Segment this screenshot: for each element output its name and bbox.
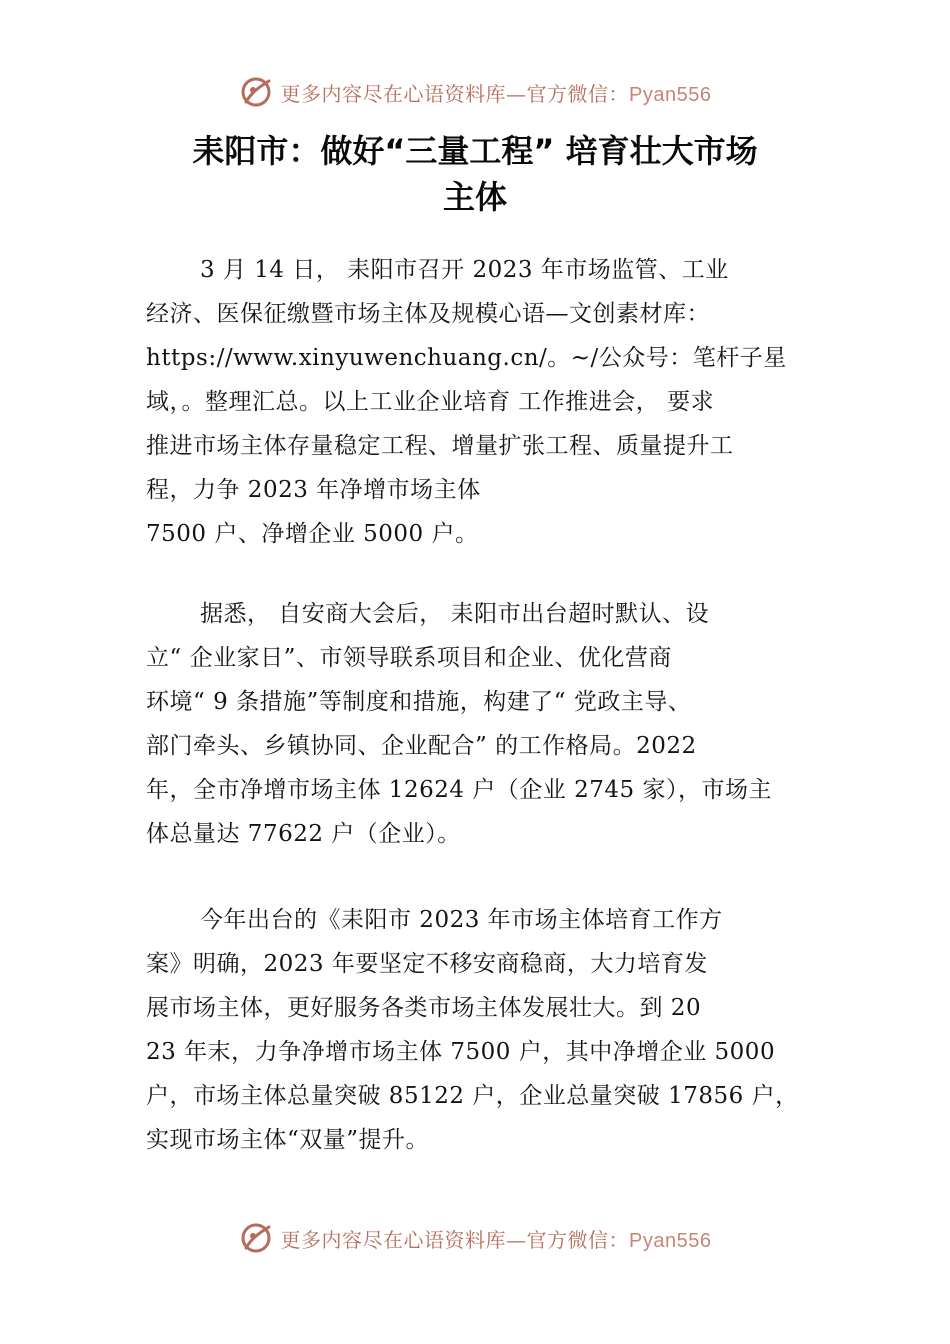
- paragraph-line: 体总量达 77622 户（企业）。: [146, 821, 461, 847]
- paragraph-line: 展市场主体，更好服务各类市场主体发展壮大。到 20: [146, 995, 702, 1021]
- paragraph-line: 据悉， 自安商大会后， 耒阳市出台超时默认、设: [200, 601, 710, 627]
- watermark-banner-top: [0, 72, 950, 112]
- watermark-text: 更多内容尽在心语资料库—官方微信：Pyan556: [280, 1227, 712, 1252]
- paragraph-line: 3 月 14 日， 耒阳市召开 2023 年市场监管、工业: [200, 257, 729, 283]
- paragraph-line: 立“ 企业家日”、市领导联系项目和企业、优化营商: [146, 645, 672, 671]
- paragraph-line: 年，全市净增市场主体 12624 户（企业 2745 家），市场主: [146, 777, 772, 803]
- paragraph-1: [146, 248, 796, 556]
- paragraph-line: 部门牵头、乡镇协同、企业配合” 的工作格局。2022: [146, 733, 697, 759]
- paragraph-line: 推进市场主体存量稳定工程、增量扩张工程、质量提升工: [146, 433, 734, 459]
- paragraph-2: [146, 592, 796, 856]
- paragraph-line: https://www.xinyuwenchuang.cn/。~/公众号：笔杆子星: [146, 345, 787, 371]
- title-line-1: 耒阳市：做好“三量工程” 培育壮大市场: [192, 132, 758, 170]
- watermark-text: 更多内容尽在心语资料库—官方微信：Pyan556: [280, 81, 712, 106]
- paragraph-line: 域，。整理汇总。以上工业企业培育 工作推进会， 要求: [146, 389, 715, 415]
- brand-logo-icon: [239, 75, 273, 109]
- watermark-banner-bottom: [0, 1218, 950, 1258]
- paragraph-line: 23 年末，力争净增市场主体 7500 户，其中净增企业 5000: [146, 1039, 776, 1065]
- brand-logo-icon: [239, 1221, 273, 1255]
- page-title: [140, 128, 810, 220]
- watermark-handle: Pyan556: [629, 83, 712, 106]
- paragraph-line: 程，力争 2023 年净增市场主体: [146, 477, 481, 503]
- paragraph-line: 实现市场主体“双量”提升。: [146, 1127, 430, 1153]
- paragraph-line: 户，市场主体总量突破 85122 户，企业总量突破 17856 户，: [146, 1083, 799, 1109]
- paragraph-3: [146, 898, 799, 1162]
- paragraph-line: 案》明确，2023 年要坚定不移安商稳商，大力培育发: [146, 951, 708, 977]
- paragraph-line: 今年出台的《耒阳市 2023 年市场主体培育工作方: [200, 907, 723, 933]
- title-line-2: 主体: [442, 178, 507, 216]
- paragraph-line: 环境“ 9 条措施”等制度和措施，构建了“ 党政主导、: [146, 689, 692, 715]
- watermark-handle: Pyan556: [629, 1229, 712, 1252]
- paragraph-line: 经济、医保征缴暨市场主体及规模心语—文创素材库：: [146, 301, 710, 327]
- paragraph-line: 7500 户、净增企业 5000 户。: [146, 521, 479, 547]
